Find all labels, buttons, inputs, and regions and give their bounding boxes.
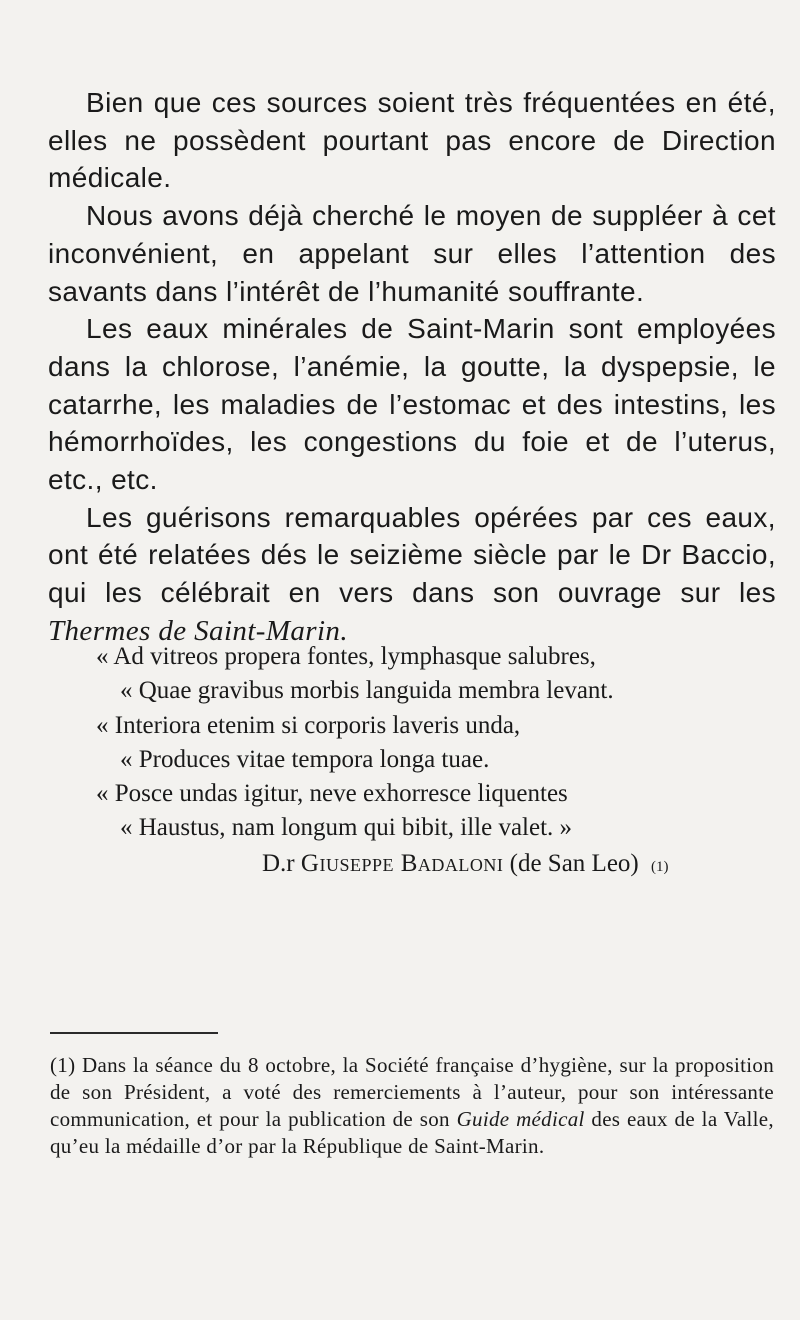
verse-line: « Posce undas igitur, neve exhorresce liquentes: [96, 780, 568, 808]
footnote-reference: (1): [651, 859, 669, 875]
footnote-divider: [50, 1032, 218, 1034]
paragraph-4: [48, 499, 776, 651]
verse-attribution: [262, 850, 669, 878]
main-text: [48, 84, 776, 651]
verse-line: « Quae gravibus morbis languida membra levant.: [120, 677, 614, 705]
attribution-name: Giuseppe Badaloni: [300, 850, 504, 877]
attribution-title: D.r: [262, 850, 295, 877]
paragraph-4-text: Les guérisons remarquables opérées par ces eaux, ont été relatées dés le seizième siècle par le Dr Baccio, qui les célébrait en vers dans son ouvrage sur les: [48, 501, 776, 609]
footnote-title: Guide médical: [456, 1107, 585, 1131]
footnote-text-a: (1) Dans la séance du 8 octobre, la Société française d’hygiène, sur la proposition de son Président, a voté des remerciements à l’auteur, pour son intéressante communication, et pour la publication de son: [50, 1053, 774, 1131]
paragraph-1: Bien que ces sources soient très fréquentées en été, elles ne possèdent pourtant pas encore de Direction médicale.: [48, 87, 776, 194]
verse-line: « Interiora etenim si corporis laveris unda,: [96, 711, 521, 739]
paragraph-3: Les eaux minérales de Saint-Marin sont employées dans la chlorose, l’anémie, la goutte, la dyspepsie, le catarrhe, les maladies de l’estomac et des intestins, les hémorrhoïdes, les congestions du foie et de l’uterus, etc., etc.: [48, 313, 776, 496]
footnote-text-b: des eaux de la Valle, qu’eu la médaille d’or par la République de Saint-Marin.: [50, 1107, 774, 1158]
attribution-place: (de San Leo): [509, 850, 639, 877]
verse-line: « Ad vitreos propera fontes, lymphasque salubres,: [96, 643, 596, 670]
footnote: [50, 1052, 774, 1160]
paragraph-2: Nous avons déjà cherché le moyen de suppléer à cet inconvénient, en appelant sur elles l’attention des savants dans l’intérêt de l’humanité souffrante.: [48, 200, 776, 307]
footnote-paragraph: [50, 1052, 774, 1160]
verse-line: « Haustus, nam longum qui bibit, ille valet. »: [120, 814, 573, 842]
latin-verse: [48, 640, 776, 846]
work-title: Thermes de Saint-Marin.: [48, 614, 348, 647]
verse-line: « Produces vitae tempora longa tuae.: [120, 745, 490, 773]
